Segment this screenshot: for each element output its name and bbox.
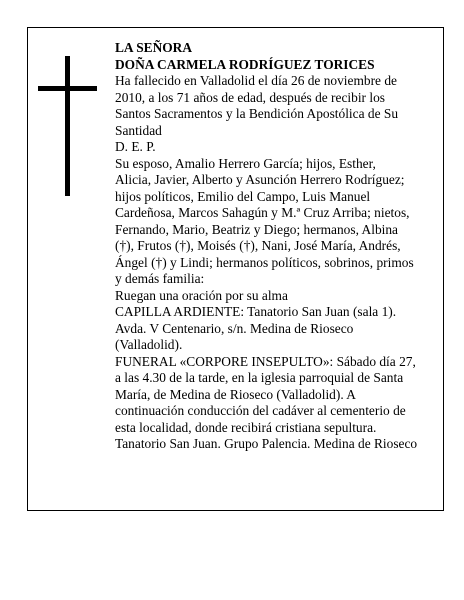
funeral-home-line: Tanatorio San Juan. Grupo Palencia. Medina de Rioseco	[115, 436, 418, 451]
cross-vertical-bar	[65, 56, 70, 196]
funeral-line: FUNERAL «CORPORE INSEPULTO»: Sábado día 27,	[115, 353, 416, 369]
cross-horizontal-bar	[38, 86, 97, 91]
text-line: Cardeñosa, Marcos Sahagún y M.ª Cruz Arriba; nietos,	[115, 205, 410, 220]
text-line: Ángel (†) y Lindi; hermanos políticos, sobrinos, primos	[115, 254, 414, 270]
prayer-line: Ruegan una oración por su alma	[115, 287, 288, 303]
text-line: (†), Frutos (†), Moisés (†), Nani, José María, Andrés,	[115, 238, 401, 253]
text-line: Alicia, Javier, Alberto y Asunción Herrero Rodríguez;	[115, 172, 405, 187]
text-line: continuación conducción del cadáver al cementerio de	[115, 403, 406, 418]
text-line: hijos políticos, Emilio del Campo, Luis Manuel	[115, 188, 371, 204]
text-line: 2010, a los 71 años de edad, después de recibir los	[115, 89, 385, 105]
heading-title: LA SEÑORA	[115, 40, 193, 55]
text-line: Su esposo, Amalio Herrero García; hijos, Esther,	[115, 155, 376, 171]
text-line: a las 4.30 de la tarde, en la iglesia parroquial de Santa	[115, 370, 404, 385]
chapel-line: CAPILLA ARDIENTE: Tanatorio San Juan (sala 1).	[115, 304, 397, 319]
cross-icon	[38, 56, 97, 196]
text-line: (Valladolid).	[115, 337, 183, 352]
text-line: Fernando, Mario, Beatriz y Diego; hermanos, Albina	[115, 221, 398, 237]
dep-line: D. E. P.	[115, 139, 156, 154]
text-line: esta localidad, donde recibirá cristiana sepultura.	[115, 419, 377, 435]
text-line: María, de Medina de Rioseco (Valladolid). A	[115, 386, 356, 402]
text-line: y demás familia:	[115, 271, 205, 286]
text-line: Santos Sacramentos y la Bendición Apostólica de Su	[115, 106, 399, 121]
obituary-text	[115, 40, 418, 453]
text-line: Ha fallecido en Valladolid el día 26 de noviembre de	[115, 73, 397, 88]
text-line: Avda. V Centenario, s/n. Medina de Rioseco	[115, 320, 354, 336]
deceased-name: DOÑA CARMELA RODRÍGUEZ TORICES	[115, 56, 375, 72]
text-line: Santidad	[115, 122, 162, 138]
